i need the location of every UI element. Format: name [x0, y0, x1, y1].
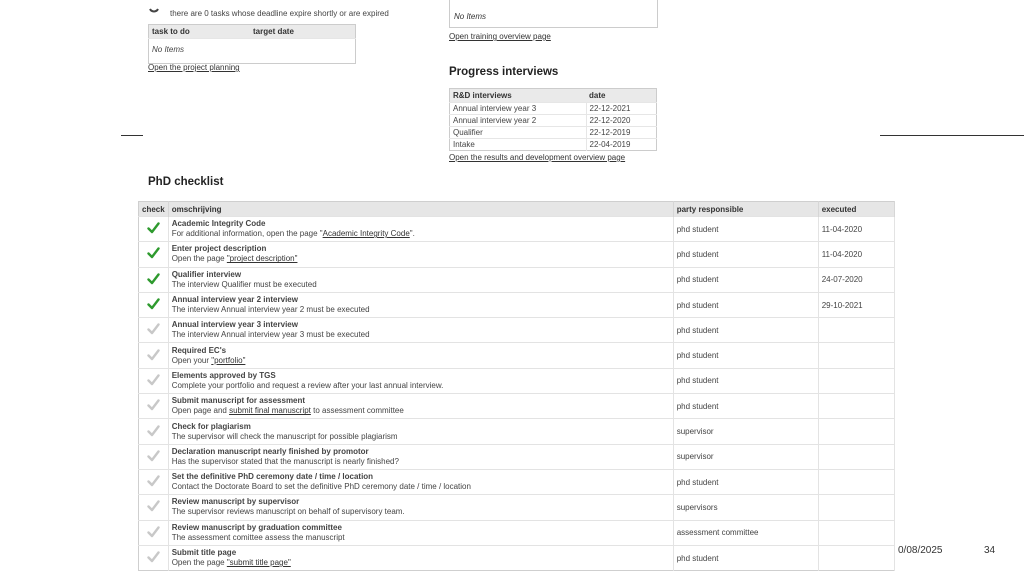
party-responsible: phd student [673, 545, 818, 570]
description-text: Open the page [171, 558, 227, 567]
party-responsible: supervisors [673, 495, 818, 520]
checklist-item-title: Submit title page [171, 548, 237, 557]
checklist-item-title: Submit manuscript for assessment [171, 396, 306, 406]
executed-date [818, 318, 894, 343]
deadline-status-icon [148, 5, 160, 17]
table-row [450, 103, 657, 115]
description-text: The interview Annual interview year 3 must be executed [171, 330, 370, 340]
description-text: The supervisor will check the manuscript for possible plagiarism [171, 431, 398, 441]
checklist-row [139, 469, 895, 494]
checkmark-pending-icon [147, 323, 160, 335]
checklist-item-title: Set the definitive PhD ceremony date / time / location [171, 472, 374, 482]
checklist-row [139, 545, 895, 570]
party-responsible: phd student [673, 267, 818, 292]
description-text-end: ". [409, 229, 415, 239]
column-header-description: omschrijving [168, 202, 673, 217]
checklist-row [139, 343, 895, 368]
progress-interviews-table [449, 88, 657, 151]
description-text-end: to assessment committee [310, 406, 404, 416]
checklist-item-title: Annual interview year 3 interview [171, 320, 298, 330]
checklist-item-description [172, 482, 670, 492]
divider-right [880, 135, 1024, 136]
checklist-row [139, 267, 895, 292]
executed-date [818, 343, 894, 368]
checklist-item-link[interactable]: "submit title page" [226, 558, 291, 567]
checkmark-pending-icon [147, 349, 160, 361]
checklist-row [139, 292, 895, 317]
checklist-item-description [172, 457, 670, 467]
party-responsible: phd student [673, 343, 818, 368]
footer-date: 0/08/2025 [898, 545, 943, 556]
checkmark-done-icon [147, 222, 160, 234]
description-text: Complete your portfolio and request a review after your last annual interview. [171, 380, 444, 390]
phd-checklist-table [138, 201, 895, 571]
party-responsible: assessment committee [673, 520, 818, 545]
party-responsible: phd student [673, 368, 818, 393]
description-text: Open page and [171, 406, 230, 416]
interview-date: 22-12-2021 [586, 103, 657, 115]
checkmark-pending-icon [147, 475, 160, 487]
training-table [449, 0, 658, 28]
checklist-item-description [172, 229, 670, 239]
checklist-item-title: Academic Integrity Code [171, 219, 266, 229]
checklist-item-title: Required EC's [171, 345, 227, 355]
checkmark-pending-icon [147, 399, 160, 411]
party-responsible: phd student [673, 394, 818, 419]
party-responsible: supervisor [673, 444, 818, 469]
description-text: Open your [171, 355, 212, 365]
checklist-row [139, 217, 895, 242]
description-text: The supervisor reviews manuscript on behalf of supervisory team. [171, 507, 405, 517]
checklist-row [139, 419, 895, 444]
checklist-row [139, 520, 895, 545]
checklist-row [139, 318, 895, 343]
checklist-item-description [172, 330, 670, 340]
checklist-item-description [172, 381, 670, 391]
checklist-item-description [172, 432, 670, 442]
phd-checklist-title: PhD checklist [148, 176, 224, 188]
deadline-message: there are 0 tasks whose deadline expire shortly or are expired [170, 9, 389, 18]
checklist-row [139, 242, 895, 267]
interview-date: 22-12-2019 [586, 127, 657, 139]
checkmark-pending-icon [147, 450, 160, 462]
checkmark-pending-icon [147, 526, 160, 538]
party-responsible: phd student [673, 292, 818, 317]
checkmark-pending-icon [147, 425, 160, 437]
checklist-item-description [172, 305, 670, 315]
checkmark-pending-icon [147, 374, 160, 386]
open-training-overview-link[interactable]: Open training overview page [449, 32, 551, 41]
checklist-row [139, 444, 895, 469]
column-header-executed: executed [818, 202, 894, 217]
checklist-item-description [172, 507, 670, 517]
party-responsible: phd student [673, 242, 818, 267]
table-row [450, 127, 657, 139]
checklist-item-title: Review manuscript by supervisor [171, 497, 300, 507]
executed-date [818, 495, 894, 520]
interview-name: Annual interview year 3 [450, 103, 587, 115]
checklist-item-title: Annual interview year 2 interview [171, 295, 298, 305]
deadlines-empty: No Items [149, 39, 356, 64]
table-row [450, 139, 657, 151]
checklist-item-description [172, 356, 670, 366]
progress-interviews-title: Progress interviews [449, 66, 559, 78]
description-text: For additional information, open the page " [171, 229, 323, 239]
checklist-item-link[interactable]: "portfolio" [211, 355, 246, 365]
divider-left [121, 135, 143, 136]
interview-name: Qualifier [450, 127, 587, 139]
checkmark-done-icon [147, 247, 160, 259]
checklist-item-title: Review manuscript by graduation committee [171, 522, 342, 532]
checkmark-done-icon [147, 273, 160, 285]
checklist-item-title: Declaration manuscript nearly finished by promotor [171, 446, 369, 456]
party-responsible: phd student [673, 217, 818, 242]
column-header-check: check [139, 202, 169, 217]
executed-date [818, 520, 894, 545]
column-header-date: date [586, 89, 657, 103]
description-text: Open the page [171, 254, 227, 264]
party-responsible: supervisor [673, 419, 818, 444]
checklist-item-link[interactable]: "project description" [226, 254, 298, 264]
description-text: The interview Qualifier must be executed [171, 279, 317, 289]
party-responsible: phd student [673, 469, 818, 494]
interview-date: 22-04-2019 [586, 139, 657, 151]
executed-date [818, 419, 894, 444]
executed-date [818, 469, 894, 494]
checkmark-pending-icon [147, 500, 160, 512]
checklist-item-title: Check for plagiarism [171, 421, 251, 431]
checklist-item-title: Qualifier interview [171, 269, 242, 279]
executed-date [818, 394, 894, 419]
deadlines-table [148, 24, 356, 64]
checkmark-done-icon [147, 298, 160, 310]
checklist-item-description [172, 280, 670, 290]
executed-date: 11-04-2020 [818, 217, 894, 242]
interview-name: Intake [450, 139, 587, 151]
description-text: The interview Annual interview year 2 must be executed [171, 305, 370, 315]
checklist-item-title: Elements approved by TGS [171, 370, 276, 380]
checklist-item-link[interactable]: Academic Integrity Code [322, 229, 410, 239]
checklist-row [139, 394, 895, 419]
checklist-item-description [172, 254, 670, 264]
checklist-row [139, 495, 895, 520]
description-text: Contact the Doctorate Board to set the definitive PhD ceremony date / time / location [171, 482, 471, 492]
checklist-item-description [172, 558, 670, 568]
executed-date: 29-10-2021 [818, 292, 894, 317]
column-header-party: party responsible [673, 202, 818, 217]
interview-name: Annual interview year 2 [450, 115, 587, 127]
executed-date: 24-07-2020 [818, 267, 894, 292]
interview-date: 22-12-2020 [586, 115, 657, 127]
executed-date [818, 545, 894, 570]
page-number: 34 [984, 545, 996, 556]
open-project-planning-link[interactable]: Open the project planning [148, 63, 240, 72]
checklist-item-title: Enter project description [171, 244, 267, 254]
executed-date [818, 444, 894, 469]
description-text: Has the supervisor stated that the manuscript is nearly finished? [171, 456, 399, 466]
description-text: The assessment comittee assess the manuscript [171, 532, 345, 542]
open-results-development-link[interactable]: Open the results and development overview page [449, 153, 626, 162]
executed-date [818, 368, 894, 393]
column-header-target-date: target date [250, 25, 356, 39]
checklist-item-description [172, 533, 670, 543]
party-responsible: phd student [673, 318, 818, 343]
checklist-row [139, 368, 895, 393]
checklist-item-description [172, 406, 670, 416]
checkmark-pending-icon [147, 551, 160, 563]
executed-date: 11-04-2020 [818, 242, 894, 267]
table-row [450, 115, 657, 127]
checklist-item-link[interactable]: submit final manuscript [229, 406, 311, 416]
column-header-rd-interviews: R&D interviews [450, 89, 587, 103]
training-empty: No Items [454, 12, 487, 21]
column-header-task: task to do [149, 25, 251, 39]
